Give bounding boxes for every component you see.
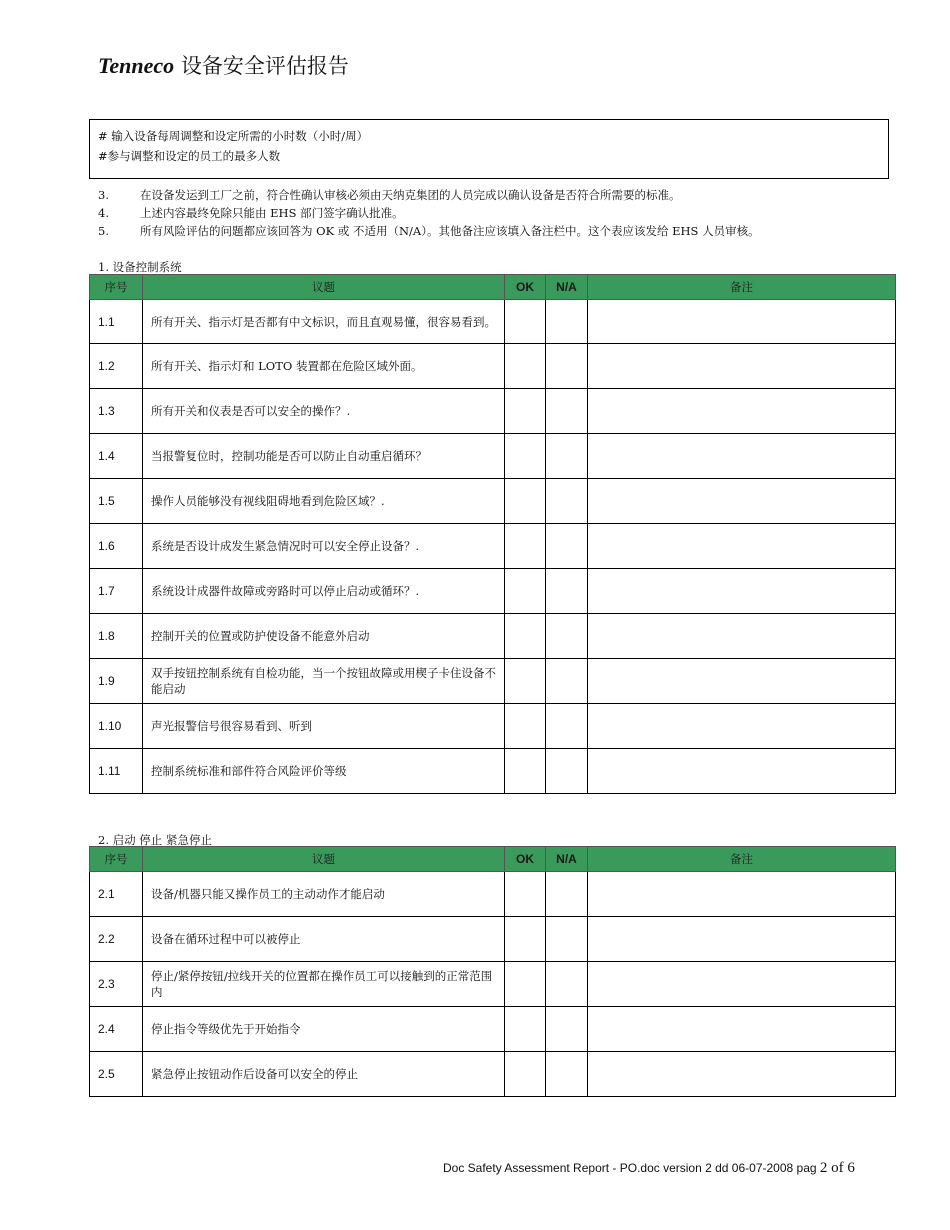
remark-cell[interactable] — [588, 434, 896, 479]
item-number: 2.1 — [90, 872, 143, 917]
table-row — [90, 1052, 896, 1097]
page-number: 2 of 6 — [819, 1160, 855, 1176]
na-cell[interactable] — [546, 962, 588, 1007]
table-row — [90, 872, 896, 917]
item-number: 1.8 — [90, 614, 143, 659]
ok-cell[interactable] — [505, 344, 546, 389]
note-text: 在设备发运到工厂之前，符合性确认审核必须由天纳克集团的人员完成以确认设备是否符合所需要的标准。 — [140, 188, 681, 202]
table-row — [90, 962, 896, 1007]
item-number: 1.5 — [90, 479, 143, 524]
remark-cell[interactable] — [588, 659, 896, 704]
item-topic: 系统是否设计成发生紧急情况时可以安全停止设备？. — [143, 524, 505, 569]
na-cell[interactable] — [546, 1052, 588, 1097]
item-topic: 所有开关、指示灯是否都有中文标识，而且直观易懂，很容易看到。 — [143, 300, 505, 344]
ok-cell[interactable] — [505, 389, 546, 434]
table-row — [90, 614, 896, 659]
input-line-hours: # 输入设备每周调整和设定所需的小时数（小时/周） — [98, 129, 369, 143]
na-cell[interactable] — [546, 524, 588, 569]
ok-cell[interactable] — [505, 917, 546, 962]
item-number: 1.6 — [90, 524, 143, 569]
input-box — [89, 119, 889, 179]
notes-list — [98, 186, 760, 240]
remark-cell[interactable] — [588, 479, 896, 524]
table-header — [90, 847, 896, 872]
col-remark-header: 备注 — [588, 847, 896, 872]
input-line-staff: #参与调整和设定的员工的最多人数 — [98, 149, 281, 163]
report-title: 设备安全评估报告 — [180, 54, 349, 78]
table-row — [90, 300, 896, 344]
note-item — [98, 204, 760, 222]
remark-cell[interactable] — [588, 917, 896, 962]
table-row — [90, 1007, 896, 1052]
item-number: 1.10 — [90, 704, 143, 749]
remark-cell[interactable] — [588, 704, 896, 749]
na-cell[interactable] — [546, 1007, 588, 1052]
ok-cell[interactable] — [505, 704, 546, 749]
item-topic: 控制开关的位置或防护使设备不能意外启动 — [143, 614, 505, 659]
table-row — [90, 389, 896, 434]
ok-cell[interactable] — [505, 524, 546, 569]
na-cell[interactable] — [546, 704, 588, 749]
item-topic: 所有开关、指示灯和 LOTO 装置都在危险区域外面。 — [143, 344, 505, 389]
item-number: 1.4 — [90, 434, 143, 479]
col-topic-header: 议题 — [143, 847, 505, 872]
item-number: 2.3 — [90, 962, 143, 1007]
col-na-header: N/A — [546, 847, 588, 872]
col-ok-header: OK — [505, 275, 546, 300]
item-topic: 系统设计成器件故障或旁路时可以停止启动或循环？. — [143, 569, 505, 614]
item-number: 1.7 — [90, 569, 143, 614]
remark-cell[interactable] — [588, 962, 896, 1007]
note-text: 上述内容最终免除只能由 EHS 部门签字确认批准。 — [140, 206, 404, 220]
na-cell[interactable] — [546, 749, 588, 794]
ok-cell[interactable] — [505, 1052, 546, 1097]
col-no-header: 序号 — [90, 847, 143, 872]
table-row — [90, 434, 896, 479]
na-cell[interactable] — [546, 344, 588, 389]
item-topic: 声光报警信号很容易看到、听到 — [143, 704, 505, 749]
ok-cell[interactable] — [505, 962, 546, 1007]
item-number: 1.2 — [90, 344, 143, 389]
item-topic: 操作人员能够没有视线阻碍地看到危险区域？. — [143, 479, 505, 524]
note-number: 5. — [98, 224, 109, 238]
remark-cell[interactable] — [588, 1007, 896, 1052]
table-row — [90, 524, 896, 569]
ok-cell[interactable] — [505, 749, 546, 794]
na-cell[interactable] — [546, 917, 588, 962]
remark-cell[interactable] — [588, 389, 896, 434]
item-topic: 当报警复位时，控制功能是否可以防止自动重启循环？ — [143, 434, 505, 479]
ok-cell[interactable] — [505, 434, 546, 479]
item-topic: 设备在循环过程中可以被停止 — [143, 917, 505, 962]
table-header — [90, 275, 896, 300]
brand-name: Tenneco — [98, 53, 175, 78]
section-1-title: 1. 设备控制系统 — [98, 260, 182, 274]
na-cell[interactable] — [546, 872, 588, 917]
ok-cell[interactable] — [505, 1007, 546, 1052]
item-number: 2.4 — [90, 1007, 143, 1052]
table-row — [90, 569, 896, 614]
na-cell[interactable] — [546, 389, 588, 434]
remark-cell[interactable] — [588, 1052, 896, 1097]
table-row — [90, 917, 896, 962]
checklist-table-2 — [89, 846, 896, 1097]
note-number: 4. — [98, 206, 109, 220]
item-topic: 停止/紧停按钮/拉线开关的位置都在操作员工可以接触到的正常范围内 — [143, 962, 505, 1007]
page-footer — [443, 1160, 855, 1177]
remark-cell[interactable] — [588, 300, 896, 344]
item-topic: 设备/机器只能又操作员工的主动动作才能启动 — [143, 872, 505, 917]
ok-cell[interactable] — [505, 569, 546, 614]
table-row — [90, 479, 896, 524]
ok-cell[interactable] — [505, 479, 546, 524]
na-cell[interactable] — [546, 434, 588, 479]
note-number: 3. — [98, 188, 109, 202]
ok-cell[interactable] — [505, 872, 546, 917]
item-number: 1.9 — [90, 659, 143, 704]
item-topic: 所有开关和仪表是否可以安全的操作？. — [143, 389, 505, 434]
item-number: 1.1 — [90, 300, 143, 344]
page-title — [98, 50, 349, 80]
col-ok-header: OK — [505, 847, 546, 872]
col-topic-header: 议题 — [143, 275, 505, 300]
na-cell[interactable] — [546, 479, 588, 524]
remark-cell[interactable] — [588, 872, 896, 917]
remark-cell[interactable] — [588, 524, 896, 569]
table-row — [90, 659, 896, 704]
footer-doc-info: Doc Safety Assessment Report - PO.doc version 2 dd 06-07-2008 pag — [443, 1161, 820, 1175]
na-cell[interactable] — [546, 614, 588, 659]
remark-cell[interactable] — [588, 749, 896, 794]
table-row — [90, 344, 896, 389]
item-number: 1.3 — [90, 389, 143, 434]
na-cell[interactable] — [546, 300, 588, 344]
item-number: 2.2 — [90, 917, 143, 962]
na-cell[interactable] — [546, 569, 588, 614]
col-remark-header: 备注 — [588, 275, 896, 300]
item-topic: 停止指令等级优先于开始指令 — [143, 1007, 505, 1052]
ok-cell[interactable] — [505, 300, 546, 344]
remark-cell[interactable] — [588, 344, 896, 389]
item-number: 2.5 — [90, 1052, 143, 1097]
remark-cell[interactable] — [588, 569, 896, 614]
ok-cell[interactable] — [505, 614, 546, 659]
na-cell[interactable] — [546, 659, 588, 704]
table-row — [90, 704, 896, 749]
item-topic: 双手按钮控制系统有自检功能，当一个按钮故障或用楔子卡住设备不能启动 — [143, 659, 505, 704]
section-2-title: 2. 启动 停止 紧急停止 — [98, 833, 212, 847]
table-row — [90, 749, 896, 794]
col-na-header: N/A — [546, 275, 588, 300]
note-item — [98, 186, 760, 204]
remark-cell[interactable] — [588, 614, 896, 659]
note-text: 所有风险评估的问题都应该回答为 OK 或 不适用（N/A）。其他备注应该填入备注栏中。这个表应该发给 EHS 人员审核。 — [140, 224, 760, 238]
note-item — [98, 222, 760, 240]
checklist-table-1 — [89, 274, 896, 794]
item-topic: 紧急停止按钮动作后设备可以安全的停止 — [143, 1052, 505, 1097]
col-no-header: 序号 — [90, 275, 143, 300]
item-topic: 控制系统标准和部件符合风险评价等级 — [143, 749, 505, 794]
ok-cell[interactable] — [505, 659, 546, 704]
item-number: 1.11 — [90, 749, 143, 794]
